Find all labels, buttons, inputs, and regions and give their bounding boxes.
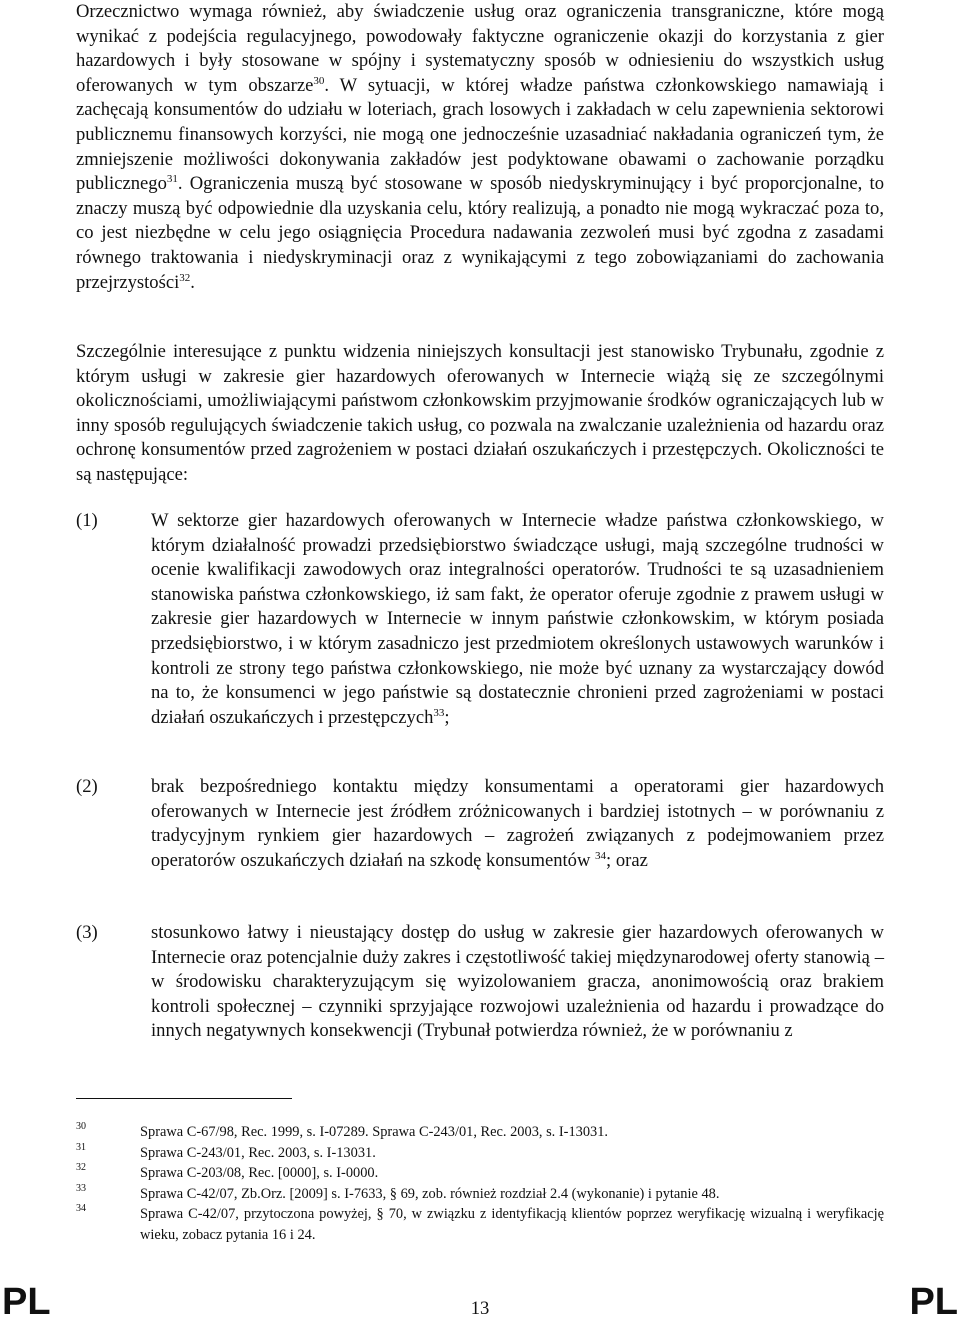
- language-code-left: PL: [2, 1281, 51, 1323]
- footnote-number: 31: [76, 1141, 86, 1153]
- para1-text-d: .: [190, 271, 195, 293]
- list-item-body: stosunkowo łatwy i nieustający dostęp do usług w zakresie gier hazardowych oferowanych w Internecie oraz potencjalnie duży zakres i częstotliwość takiej międzynarodowej oferty stanowią – w środowisku charakteryzującym się wyizolowaniem gracza, anonimowością oraz brakiem kontroli społecznej – czynniki sprzyjające rozwojowi uzależnienia od hazardu i prowadzące do innych negatywnych konsekwencji (Trybunał potwierdza również, że w porównaniu z: [151, 922, 884, 1042]
- footnote-ref-34[interactable]: 34: [595, 849, 607, 862]
- footnote-number: 34: [76, 1203, 86, 1214]
- list-item-number: (1): [76, 510, 98, 531]
- para1-text-a: Orzecznictwo wymaga również, aby świadczenie usług oraz ograniczenia transgraniczne, które mogą wynikać z podejścia regulacyjnego, powodowały faktyczne ograniczenie okazji do korzystania z gier hazardowych i były stosowane w spójny i systematyczny sposób w odniesieniu do wszystkich usług oferowanych w tym obszarze: [76, 1, 884, 96]
- footnote-ref-31[interactable]: 31: [166, 172, 178, 185]
- footnote-text: Sprawa C-203/08, Rec. [0000], s. I-0000.: [140, 1165, 379, 1181]
- footnotes: [76, 1122, 884, 1245]
- footnote: [76, 1204, 884, 1245]
- list-item-text: [151, 921, 884, 1044]
- footnote-text: Sprawa C-42/07, przytoczona powyżej, § 70, w związku z identyfikacją klientów poprzez weryfikację wizualną i weryfikację wieku, zobacz pytania 16 i 24.: [140, 1206, 884, 1243]
- footnote-number: 32: [76, 1162, 86, 1173]
- para1-text-b: . W sytuacji, w której władze państwa członkowskiego namawiają i zachęcają konsumentów do udziału w loteriach, grach losowych i zakładach w celu zapewnienia sektorowi publicznemu finansowych korzyści, nie mogą one jednocześnie uzasadniać nakładania ograniczeń tym, że zmniejszenie możliwości dokonywania zakładów jest podyktowane obawami o zachowanie porządku publicznego: [76, 74, 885, 195]
- paragraph-jurisprudence: [76, 0, 884, 295]
- footnote-number: 33: [76, 1182, 86, 1194]
- footnote-ref-30[interactable]: 30: [313, 74, 325, 87]
- list-item-number: (3): [76, 922, 98, 943]
- footnote-number: 30: [76, 1121, 86, 1132]
- footnote-text: Sprawa C-67/98, Rec. 1999, s. I-07289. Sprawa C-243/01, Rec. 2003, s. I-13031.: [140, 1124, 609, 1140]
- list-item-body: W sektorze gier hazardowych oferowanych w Internecie władze państwa członkowskiego, w którym działalność prowadzi przedsiębiorstwo świadczące usługi, mają szczególne trudności w ocenie kwalifikacji zawodowych oraz integralności operatorów. Trudności te są uzasadnieniem stanowiska państwa członkowskiego, iż sam fakt, że operator oferuje zgodnie z prawem usługi w zakresie gier hazardowych w Internecie w innym państwie członkowskim, w którym posiada przedsiębiorstwo, i w którym zasadniczo jest przedmiotem określonych ustawowych warunków i kontroli ze strony tego państwa członkowskiego, nie może być uznany za wystarczający dowód na to, że konsumenci w jego państwie są dostatecznie chronieni przed zagrożeniami w postaci działań oszukańczych i przestępczych: [151, 510, 884, 728]
- footnote: [76, 1184, 884, 1205]
- list-item-text: [151, 509, 884, 730]
- footnote-text: Sprawa C-42/07, Zb.Orz. [2009] s. I-7633, § 69, zob. również rozdział 2.4 (wykonanie) i pytanie 48.: [140, 1185, 720, 1202]
- list-item-text: [151, 775, 884, 873]
- paragraph-court-position: Szczególnie interesujące z punktu widzenia niniejszych konsultacji jest stanowisko Trybunału, zgodnie z którym usługi w zakresie gier hazardowych oferowanych w Internecie wiążą się ze szczególnymi okolicznościami, umożliwiającymi państwom członkowskim przyjmowanie środków ograniczających lub w inny sposób regulujących świadczenie takich usług, co pozwala na zwalczanie uzależnienia od hazardu oraz ochronę konsumentów przed zagrożeniem w postaci działań oszukańczych i przestępczych. Okoliczności te są następujące:: [76, 341, 884, 485]
- footnote: [76, 1122, 884, 1143]
- footnote-ref-33[interactable]: 33: [433, 706, 445, 719]
- para1-text-c: . Ograniczenia muszą być stosowane w sposób niedyskryminujący i być proporcjonalne, to znaczy muszą być odpowiednie dla uzyskania celu, który realizują, a ponadto nie mogą wykraczać poza to, co jest niezbędne w celu jego osiągnięcia Procedura nadawania zezwoleń musi być zgodna z zasadami równego traktowania i niedyskryminacji oraz z wynikającymi z tego zobowiązaniami do zachowania przejrzystości: [76, 173, 884, 293]
- list-item-tail: ; oraz: [606, 849, 648, 871]
- footnote: [76, 1143, 884, 1164]
- footnote: [76, 1163, 884, 1184]
- list-item-tail: ;: [444, 706, 450, 728]
- language-code-right: PL: [909, 1281, 958, 1323]
- page-number: 13: [470, 1298, 490, 1319]
- list-item-number: (2): [76, 776, 98, 797]
- footnote-text: Sprawa C-243/01, Rec. 2003, s. I-13031.: [140, 1144, 376, 1161]
- footnote-separator: [76, 1098, 292, 1099]
- list-item-body: brak bezpośredniego kontaktu między konsumentami a operatorami gier hazardowych oferowanych w Internecie jest źródłem zróżnicowanych i bardziej istotnych – w porównaniu z tradycyjnym rynkiem gier hazardowych – zagrożeń związanych z podejmowaniem przez operatorów oszukańczych działań na szkodę konsumentów: [151, 776, 884, 871]
- footnote-ref-32[interactable]: 32: [179, 271, 191, 284]
